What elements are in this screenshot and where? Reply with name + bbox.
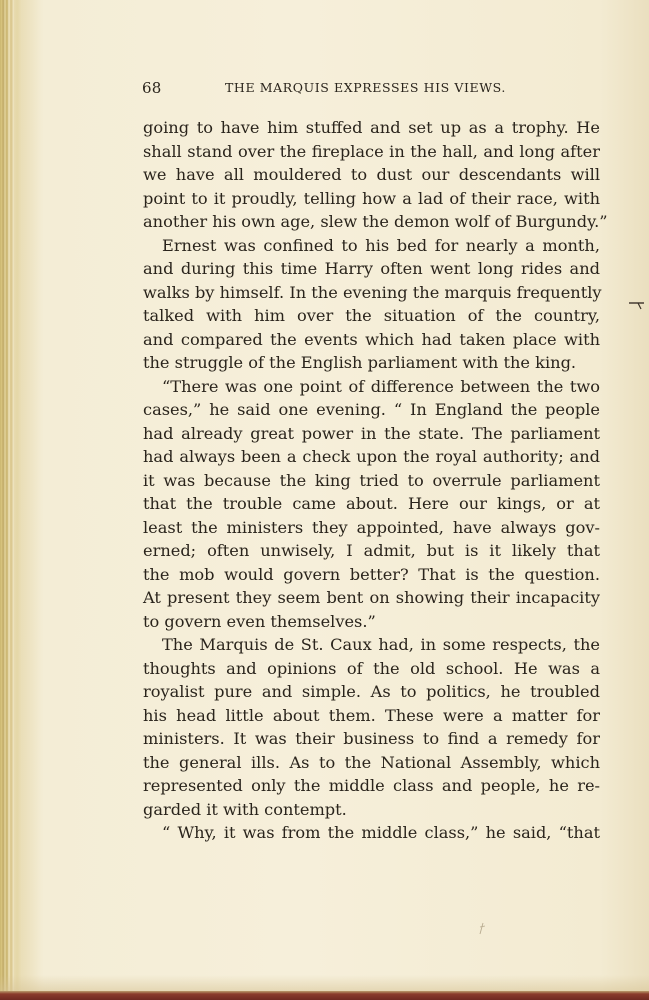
text-line: royalist pure and simple. As to politics, he troubled <box>143 682 600 701</box>
text-line: the general ills. As to the National Assembly, which <box>143 752 600 772</box>
text-line: At present they seem bent on showing their incapacity <box>143 588 600 607</box>
page-bottom-shadow <box>0 975 649 991</box>
text-line: had already great power in the state. The parliament <box>143 423 600 443</box>
text-line: going to have him stuffed and set up as a trophy. He <box>143 118 600 137</box>
text-line: talked with him over the situation of the country, <box>143 306 600 325</box>
text-line: that the trouble came about. Here our kings, or at <box>143 494 600 513</box>
text-line: we have all mouldered to dust our descendants will <box>143 165 600 184</box>
page-bottom-edge <box>0 991 649 1000</box>
stray-ink-mark <box>477 922 487 936</box>
text-line: Ernest was confined to his bed for nearly a month, <box>162 235 600 255</box>
text-line: his head little about them. These were a matter for <box>143 705 600 725</box>
running-head-title: THE MARQUIS EXPRESSES HIS VIEWS. <box>225 80 506 95</box>
gutter-shadow <box>14 0 44 1000</box>
text-line: it was because the king tried to overrule parliament <box>143 470 600 490</box>
margin-ink-mark <box>628 299 646 311</box>
text-line: ministers. It was their business to find a remedy for <box>143 729 600 748</box>
text-line: garded it with contempt. <box>143 799 347 819</box>
text-line: The Marquis de St. Caux had, in some respects, the <box>162 635 600 654</box>
text-line: “ Why, it was from the middle class,” he said, “that <box>162 823 600 842</box>
text-line: thoughts and opinions of the old school. He was a <box>143 658 600 678</box>
text-line: cases,” he said one evening. “ In England the people <box>143 400 600 419</box>
text-line: the struggle of the English parliament with the king. <box>143 353 577 372</box>
text-line: point to it proudly, telling how a lad of their race, with <box>143 188 600 208</box>
running-head <box>142 79 602 99</box>
text-line: shall stand over the fireplace in the hall, and long after <box>143 141 600 161</box>
text-line: represented only the middle class and people, he re- <box>143 776 600 795</box>
text-line: erned; often unwisely, I admit, but is it likely that <box>143 541 600 560</box>
text-line: and during this time Harry often went long rides and <box>143 259 600 278</box>
text-line: the mob would govern better? That is the question. <box>143 564 600 584</box>
text-line: least the ministers they appointed, have always gov- <box>143 517 600 537</box>
page-number: 68 <box>142 79 162 97</box>
text-line: another his own age, slew the demon wolf of Burgundy.” <box>143 212 608 231</box>
text-line: to govern even themselves.” <box>143 611 376 631</box>
text-line: walks by himself. In the evening the marquis frequently <box>143 282 602 302</box>
text-line: “There was one point of difference between the two <box>162 376 600 396</box>
body-text <box>143 116 608 845</box>
text-line: and compared the events which had taken place with <box>143 329 600 349</box>
text-line: had always been a check upon the royal authority; and <box>143 447 600 466</box>
